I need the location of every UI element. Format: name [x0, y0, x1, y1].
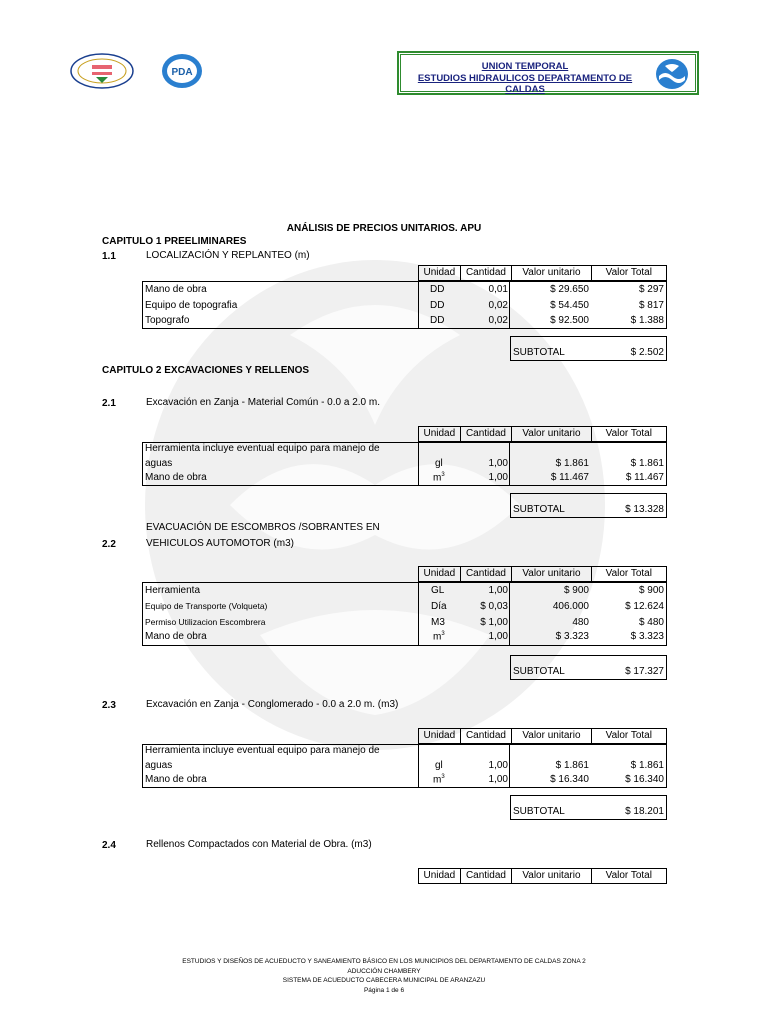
item-1-1-number: 1.1: [102, 251, 116, 262]
page-footer: [0, 957, 768, 995]
pdaca-logo: [161, 53, 203, 89]
union-temporal-logo: [655, 58, 689, 90]
table-body: Herramienta incluye eventual equipo para manejo de aguas gl 1,00 $ 1.861 $ 1.861 Mano de obra $m^3$ 1,00 $ 16.340 $ 16.340: [142, 744, 667, 788]
footer-aduccion: ADUCCIÓN CHAMBERY: [347, 967, 421, 975]
subtotal-box: SUBTOTAL $ 17.327: [510, 655, 667, 680]
item-2-4-number: 2.4: [102, 840, 116, 851]
table-header: Unidad Cantidad Valor unitario Valor Total: [418, 728, 667, 744]
subtotal-box: SUBTOTAL $ 2.502: [510, 336, 667, 361]
item-2-2-description-line2: VEHICULOS AUTOMOTOR (m3): [146, 538, 294, 549]
chapter1-title: CAPITULO 1 PREELIMINARES: [102, 236, 247, 247]
item-2-1-description: Excavación en Zanja - Material Común - 0.0 a 2.0 m.: [146, 397, 380, 408]
gobernacion-caldas-logo: [70, 53, 134, 89]
table-body: Herramienta GL 1,00 $ 900 $ 900 Equipo de Transporte (Volqueta) Día $ 0,03 406.000 $ 12.624 Permiso Utilizacion Escombrera M3 $ 1,00 480 $ 480 Mano de obra $m^3$ 1,00 $ 3.323 $ 3.323: [142, 582, 667, 646]
item-2-3-number: 2.3: [102, 700, 116, 711]
footer-system: SISTEMA DE ACUEDUCTO CABECERA MUNICIPAL DE ARANZAZU: [282, 977, 486, 984]
table-header: Unidad Cantidad Valor unitario Valor Total: [418, 426, 667, 442]
item-2-4-description: Rellenos Compactados con Material de Obra. (m3): [146, 839, 372, 850]
table-body: Mano de obra DD 0,01 $ 29.650 $ 297 Equipo de topografia DD 0,02 $ 54.450 $ 817 Topografo DD 0,02 $ 92.500 $ 1.388: [142, 281, 667, 329]
item-1-1-description: LOCALIZACIÓN Y REPLANTEO (m): [146, 250, 310, 261]
subtotal-box: SUBTOTAL $ 13.328: [510, 493, 667, 518]
chapter2-title: CAPITULO 2 EXCAVACIONES Y RELLENOS: [102, 365, 310, 376]
item-2-2-number: 2.2: [102, 539, 116, 550]
header-title: UNION TEMPORAL: [481, 61, 569, 72]
svg-text:PDA: PDA: [171, 67, 193, 78]
header-subtitle: ESTUDIOS HIDRAULICOS DEPARTAMENTO DE CALDAS: [417, 73, 633, 95]
item-2-1-number: 2.1: [102, 398, 116, 409]
table-header: Unidad Cantidad Valor unitario Valor Total: [418, 265, 667, 281]
union-temporal-header: [397, 51, 699, 95]
table-body: Herramienta incluye eventual equipo para manejo de aguas gl 1,00 $ 1.861 $ 1.861 Mano de obra $m^3$ 1,00 $ 11.467 $ 11.467: [142, 442, 667, 486]
footer-project: ESTUDIOS Y DISEÑOS DE ACUEDUCTO Y SANEAMIENTO BÁSICO EN LOS MUNICIPIOS DEL DEPARTAMENTO DE CALDAS ZONA 2: [182, 958, 586, 965]
table-header: Unidad Cantidad Valor unitario Valor Total: [418, 868, 667, 884]
page-number: Página 1 de 6: [363, 986, 405, 994]
table-header: Unidad Cantidad Valor unitario Valor Total: [418, 566, 667, 582]
item-2-3-description: Excavación en Zanja - Conglomerado - 0.0 a 2.0 m. (m3): [146, 699, 399, 710]
subtotal-box: SUBTOTAL $ 18.201: [510, 795, 667, 820]
document-title: ANÁLISIS DE PRECIOS UNITARIOS. APU: [286, 223, 482, 234]
item-2-2-description-line1: EVACUACIÓN DE ESCOMBROS /SOBRANTES EN: [146, 522, 380, 533]
